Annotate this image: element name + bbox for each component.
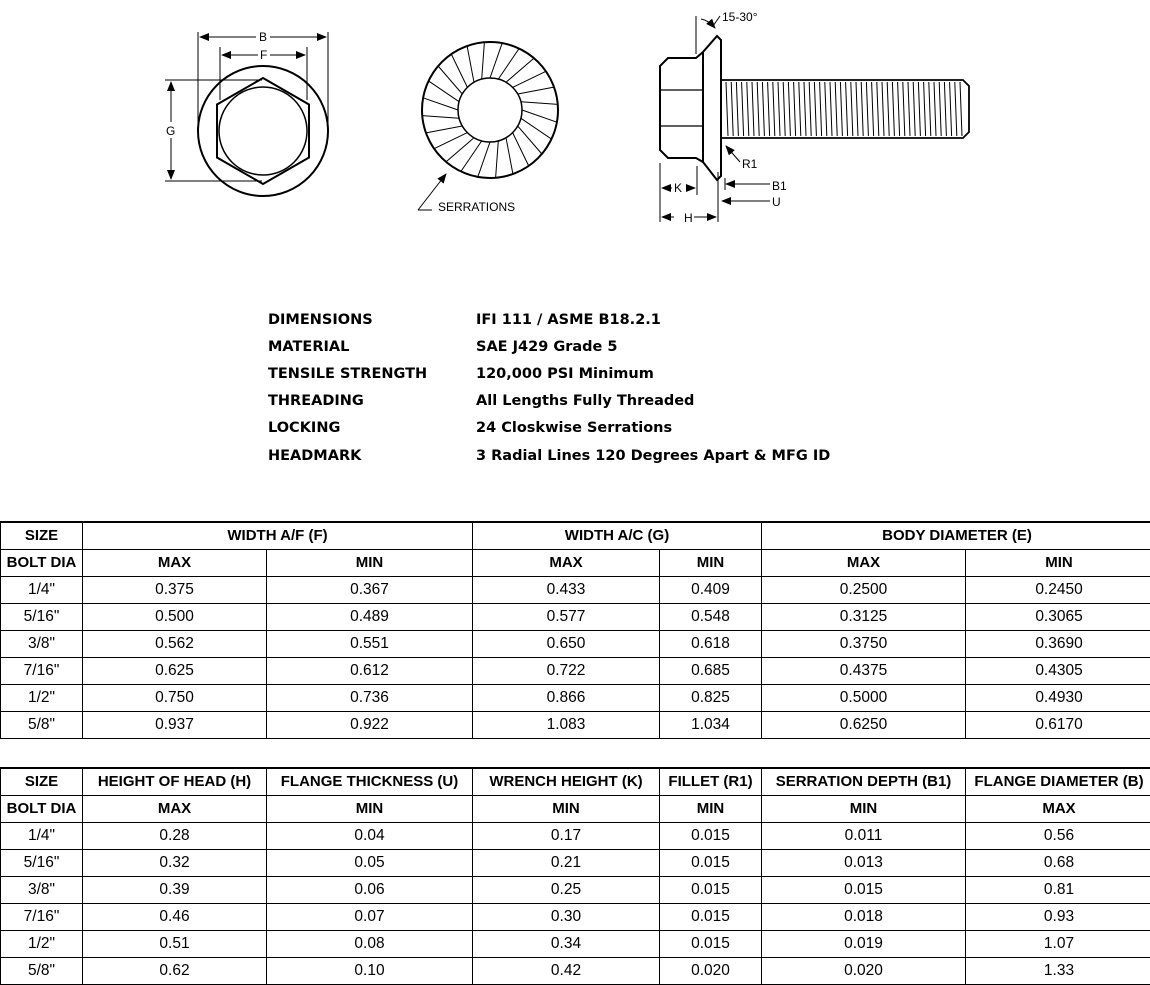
header-cell: FLANGE THICKNESS (U)	[267, 768, 473, 796]
table-cell: 0.08	[267, 931, 473, 958]
table-cell: 5/16"	[1, 604, 83, 631]
serration-line	[461, 141, 482, 172]
thread-line	[731, 82, 733, 136]
thread-line	[814, 82, 816, 136]
thread-line	[861, 82, 863, 136]
thread-line	[825, 82, 827, 136]
table-cell: 1/2"	[1, 931, 83, 958]
label-k: K	[674, 181, 682, 195]
thread-line	[773, 82, 775, 136]
serration-line	[434, 133, 467, 149]
serration-line	[429, 81, 460, 102]
subheader-cell: MAX	[83, 550, 267, 577]
table-cell: 0.93	[966, 904, 1150, 931]
hex-head-outline	[217, 78, 309, 184]
serrations-view	[422, 42, 558, 178]
serration-line	[521, 102, 558, 105]
flange-side	[703, 36, 721, 180]
thread-line	[742, 82, 744, 136]
thread-line	[757, 82, 759, 136]
table-row	[1, 658, 1150, 685]
table-cell: 1.07	[966, 931, 1150, 958]
table-cell: 0.42	[473, 958, 660, 985]
table-cell: 0.39	[83, 877, 267, 904]
thread-line	[944, 82, 946, 136]
table-cell: 0.56	[966, 823, 1150, 850]
table-cell: 0.019	[762, 931, 966, 958]
label-h: H	[684, 211, 693, 225]
label-g: G	[166, 124, 175, 138]
serration-line	[451, 54, 467, 87]
table-row	[1, 850, 1150, 877]
table-cell: 0.3125	[762, 604, 966, 631]
thread-line	[918, 82, 920, 136]
subheader-cell: BOLT DIA	[1, 796, 83, 823]
table-cell: 0.577	[473, 604, 660, 631]
table-cell: 0.409	[660, 577, 762, 604]
table-cell: 0.17	[473, 823, 660, 850]
thread-line	[851, 82, 853, 136]
table-row	[1, 604, 1150, 631]
table-cell: 0.3690	[966, 631, 1150, 658]
table-cell: 0.750	[83, 685, 267, 712]
spec-label: THREADING	[268, 393, 476, 409]
thread-line	[882, 82, 884, 136]
spec-label: HEADMARK	[268, 448, 476, 464]
table-cell: 0.551	[267, 631, 473, 658]
thread-line	[913, 82, 915, 136]
serration-line	[522, 110, 557, 122]
spec-label: DIMENSIONS	[268, 312, 476, 328]
table-row	[1, 931, 1150, 958]
serration-line	[513, 71, 546, 87]
serration-line	[426, 126, 462, 133]
table-cell: 5/16"	[1, 850, 83, 877]
table-header-row	[1, 768, 1150, 796]
serration-line	[482, 42, 485, 79]
table-cell: 0.05	[267, 850, 473, 877]
table-cell: 0.367	[267, 577, 473, 604]
dimension-g	[165, 80, 262, 181]
thread-line	[950, 82, 952, 136]
table-cell: 0.825	[660, 685, 762, 712]
table-cell: 0.011	[762, 823, 966, 850]
header-cell: HEIGHT OF HEAD (H)	[83, 768, 267, 796]
table-cell: 0.500	[83, 604, 267, 631]
table-cell: 0.62	[83, 958, 267, 985]
table-cell: 5/8"	[1, 958, 83, 985]
serration-line	[423, 98, 458, 110]
table-row	[1, 577, 1150, 604]
serration-line	[467, 46, 474, 82]
table-cell: 0.4375	[762, 658, 966, 685]
label-r1: R1	[742, 157, 758, 171]
spec-label: LOCKING	[268, 420, 476, 436]
thread-line	[903, 82, 905, 136]
table-cell: 0.51	[83, 931, 267, 958]
dimensions-table-2	[0, 767, 1150, 985]
label-serrations: SERRATIONS	[438, 200, 515, 214]
thread-line	[747, 82, 749, 136]
table-cell: 0.5000	[762, 685, 966, 712]
side-view	[660, 36, 969, 180]
thread-line	[783, 82, 785, 136]
subheader-cell: MAX	[762, 550, 966, 577]
subheader-cell: MIN	[267, 796, 473, 823]
thread-line	[840, 82, 842, 136]
table-cell: 0.2500	[762, 577, 966, 604]
top-view	[198, 66, 328, 196]
thread-line	[898, 82, 900, 136]
thread-line	[736, 82, 738, 136]
spec-label: MATERIAL	[268, 339, 476, 355]
table-cell: 0.020	[762, 958, 966, 985]
table-cell: 1/4"	[1, 577, 83, 604]
table-cell: 0.020	[660, 958, 762, 985]
thread-line	[809, 82, 811, 136]
header-width-ac: WIDTH A/C (G)	[473, 522, 762, 550]
table-cell: 1.083	[473, 712, 660, 739]
table-cell: 0.685	[660, 658, 762, 685]
thread-line	[892, 82, 894, 136]
table-cell: 3/8"	[1, 631, 83, 658]
spec-value: IFI 111 / ASME B18.2.1	[476, 312, 661, 328]
thread-line	[929, 82, 931, 136]
table-cell: 0.375	[83, 577, 267, 604]
table-row	[1, 712, 1150, 739]
serration-line	[496, 141, 499, 178]
table-cell: 0.34	[473, 931, 660, 958]
table-cell: 0.015	[660, 877, 762, 904]
subheader-cell: MAX	[473, 550, 660, 577]
header-cell: FLANGE DIAMETER (B)	[966, 768, 1150, 796]
table-cell: 0.30	[473, 904, 660, 931]
table-cell: 0.625	[83, 658, 267, 685]
subheader-cell: MAX	[83, 796, 267, 823]
thread-line	[799, 82, 801, 136]
table-cell: 0.015	[660, 823, 762, 850]
table-cell: 3/8"	[1, 877, 83, 904]
table-cell: 0.018	[762, 904, 966, 931]
spec-row	[268, 333, 968, 360]
table-cell: 0.81	[966, 877, 1150, 904]
table-cell: 0.015	[660, 931, 762, 958]
serration-line	[422, 116, 459, 119]
bolt-technical-drawing	[0, 0, 1150, 240]
label-b: B	[259, 30, 267, 44]
subheader-cell: MIN	[267, 550, 473, 577]
spec-value: 120,000 PSI Minimum	[476, 366, 654, 382]
table-cell: 5/8"	[1, 712, 83, 739]
header-size: SIZE	[1, 522, 83, 550]
thread-line	[726, 82, 728, 136]
table-row	[1, 877, 1150, 904]
table-cell: 0.4930	[966, 685, 1150, 712]
hex-inner-circle	[219, 87, 307, 175]
spec-value: 24 Closkwise Serrations	[476, 420, 672, 436]
serration-line	[513, 133, 529, 166]
thread-line	[778, 82, 780, 136]
spec-list	[268, 306, 968, 469]
subheader-cell: MIN	[660, 796, 762, 823]
subheader-cell: MIN	[762, 796, 966, 823]
table-cell: 0.68	[966, 850, 1150, 877]
table-cell: 1.034	[660, 712, 762, 739]
table-cell: 0.562	[83, 631, 267, 658]
table-cell: 0.015	[660, 904, 762, 931]
subheader-cell: MIN	[966, 550, 1150, 577]
thread-line	[768, 82, 770, 136]
table-cell: 0.4305	[966, 658, 1150, 685]
thread-line	[960, 82, 962, 136]
header-cell: SERRATION DEPTH (B1)	[762, 768, 966, 796]
dimension-b1-u	[722, 178, 770, 201]
serration-line	[490, 43, 502, 78]
thread-line	[939, 82, 941, 136]
dimension-angle	[696, 16, 720, 54]
table-cell: 0.433	[473, 577, 660, 604]
table-row	[1, 958, 1150, 985]
label-u: U	[772, 195, 781, 209]
table-cell: 0.10	[267, 958, 473, 985]
table-row	[1, 685, 1150, 712]
thread-line	[835, 82, 837, 136]
table-row	[1, 631, 1150, 658]
table-cell: 0.6250	[762, 712, 966, 739]
table-cell: 0.32	[83, 850, 267, 877]
table-cell: 0.922	[267, 712, 473, 739]
table-cell: 0.2450	[966, 577, 1150, 604]
table-row	[1, 823, 1150, 850]
table-cell: 7/16"	[1, 904, 83, 931]
thread-line	[846, 82, 848, 136]
thread-line	[788, 82, 790, 136]
serration-line	[478, 142, 490, 177]
table-cell: 0.28	[83, 823, 267, 850]
thread-line	[866, 82, 868, 136]
table-row	[1, 904, 1150, 931]
thread-line	[804, 82, 806, 136]
spec-row	[268, 442, 968, 469]
table-cell: 0.07	[267, 904, 473, 931]
spec-row	[268, 388, 968, 415]
table-cell: 0.548	[660, 604, 762, 631]
table-cell: 0.21	[473, 850, 660, 877]
table-cell: 0.612	[267, 658, 473, 685]
serration-line	[521, 118, 552, 139]
table-cell: 0.015	[762, 877, 966, 904]
header-cell: SIZE	[1, 768, 83, 796]
table-header-row	[1, 522, 1150, 550]
table-cell: 0.866	[473, 685, 660, 712]
thread-line	[856, 82, 858, 136]
thread-line	[762, 82, 764, 136]
spec-row	[268, 360, 968, 387]
subheader-cell: MIN	[660, 550, 762, 577]
table-cell: 0.46	[83, 904, 267, 931]
dimension-r1	[726, 146, 740, 162]
thread-line	[752, 82, 754, 136]
serration-line	[506, 138, 513, 174]
header-cell: FILLET (R1)	[660, 768, 762, 796]
spec-value: SAE J429 Grade 5	[476, 339, 618, 355]
table-cell: 0.013	[762, 850, 966, 877]
thread-line	[820, 82, 822, 136]
thread-line	[887, 82, 889, 136]
table-cell: 0.3750	[762, 631, 966, 658]
thread-line	[794, 82, 796, 136]
table-cell: 0.25	[473, 877, 660, 904]
table-cell: 0.6170	[966, 712, 1150, 739]
thread-line	[908, 82, 910, 136]
serration-line	[498, 49, 519, 80]
label-b1: B1	[772, 179, 787, 193]
table-cell: 0.489	[267, 604, 473, 631]
table-cell: 0.650	[473, 631, 660, 658]
spec-value: All Lengths Fully Threaded	[476, 393, 694, 409]
thread-line	[955, 82, 957, 136]
table-cell: 0.618	[660, 631, 762, 658]
serration-line	[518, 87, 554, 94]
label-angle: 15-30°	[722, 10, 758, 24]
thread-line	[877, 82, 879, 136]
hex-head-side	[660, 52, 703, 162]
table-cell: 1/2"	[1, 685, 83, 712]
table-subheader-row	[1, 550, 1150, 577]
subheader-cell: BOLT DIA	[1, 550, 83, 577]
dimensions-table-1	[0, 521, 1150, 739]
table-subheader-row	[1, 796, 1150, 823]
table-cell: 0.722	[473, 658, 660, 685]
header-width-af: WIDTH A/F (F)	[83, 522, 473, 550]
spec-row	[268, 415, 968, 442]
label-f: F	[260, 48, 267, 62]
table-cell: 1.33	[966, 958, 1150, 985]
subheader-cell: MAX	[966, 796, 1150, 823]
spec-value: 3 Radial Lines 120 Degrees Apart & MFG ID	[476, 448, 830, 464]
table-cell: 0.736	[267, 685, 473, 712]
table-cell: 0.937	[83, 712, 267, 739]
table-cell: 1/4"	[1, 823, 83, 850]
thread-line	[830, 82, 832, 136]
thread-line	[924, 82, 926, 136]
table-cell: 0.3065	[966, 604, 1150, 631]
header-body-diameter: BODY DIAMETER (E)	[762, 522, 1150, 550]
subheader-cell: MIN	[473, 796, 660, 823]
thread-line	[934, 82, 936, 136]
table-cell: 0.04	[267, 823, 473, 850]
spec-row	[268, 306, 968, 333]
table-cell: 0.015	[660, 850, 762, 877]
header-cell: WRENCH HEIGHT (K)	[473, 768, 660, 796]
table-cell: 0.06	[267, 877, 473, 904]
thread-line	[872, 82, 874, 136]
spec-label: TENSILE STRENGTH	[268, 366, 476, 382]
table-cell: 7/16"	[1, 658, 83, 685]
